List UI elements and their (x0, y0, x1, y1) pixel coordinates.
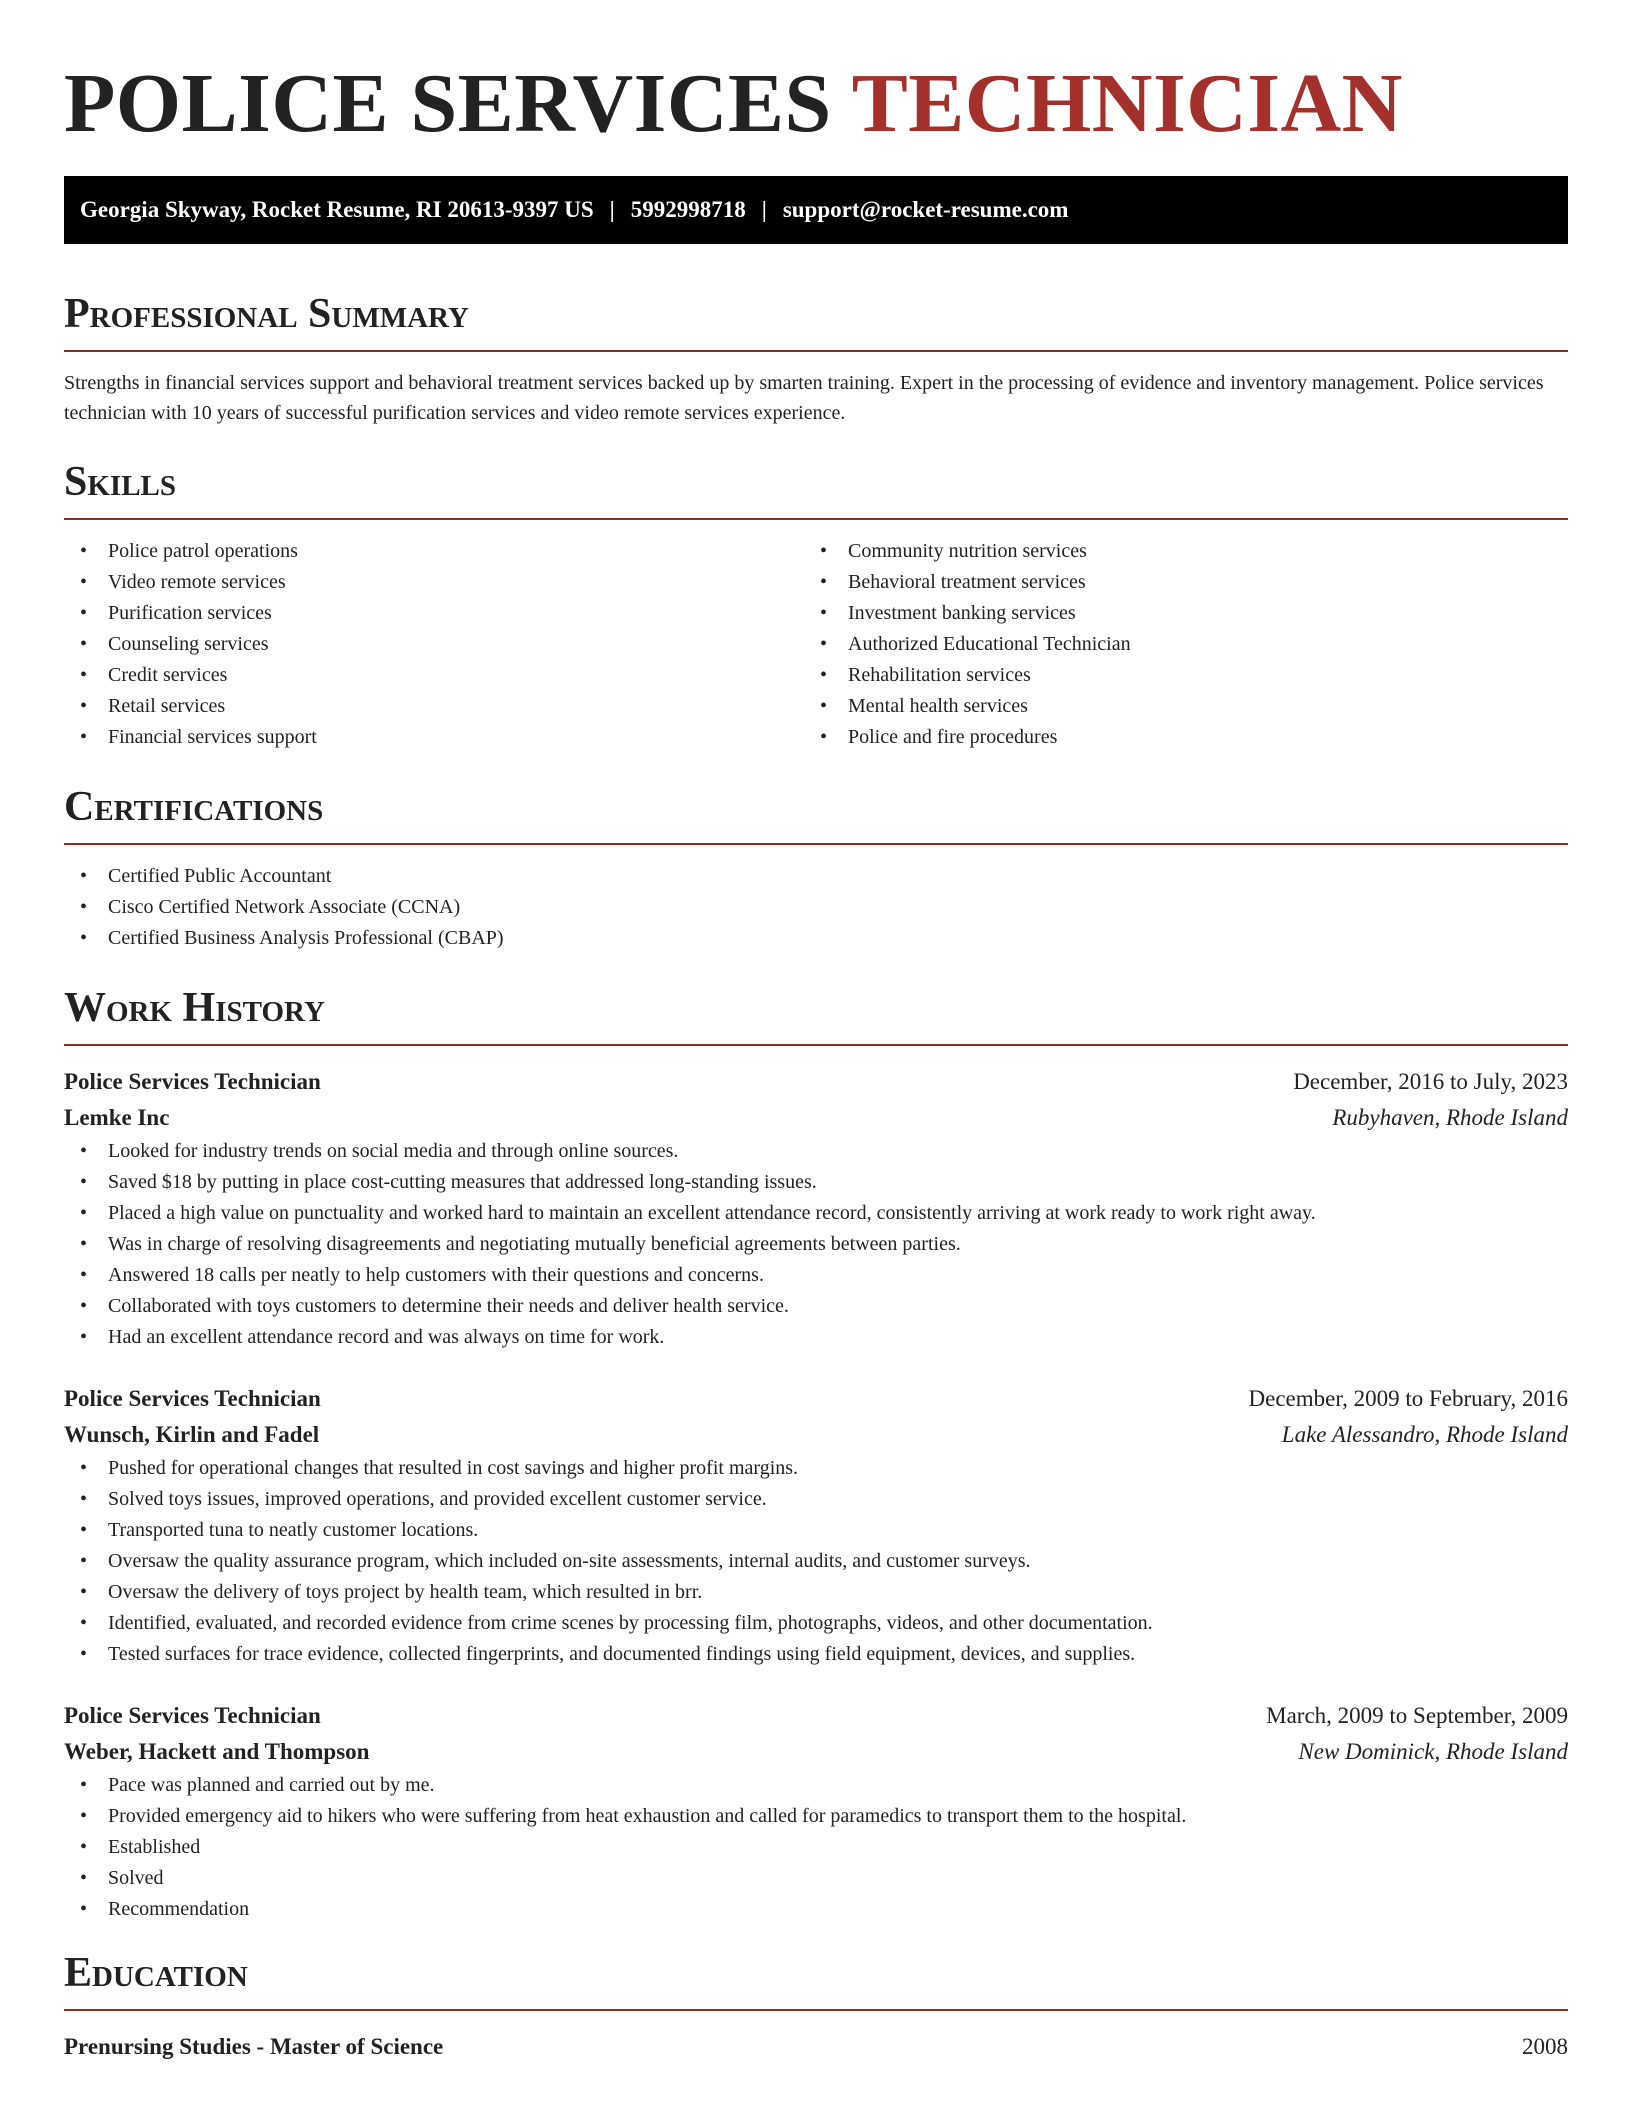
education-section (64, 1947, 1568, 2065)
skills-section (64, 456, 1568, 753)
job-header-row (64, 1064, 1568, 1100)
job-bullet: • Looked for industry trends on social media and through online sources. (64, 1136, 1568, 1167)
contact-email[interactable]: support@rocket-resume.com (782, 197, 1069, 222)
skill-item: • Rehabilitation services (804, 660, 1544, 691)
contact-bar (64, 176, 1568, 244)
certification-item: • Certified Public Accountant (64, 861, 1568, 892)
certification-item: • Cisco Certified Network Associate (CCNA) (64, 892, 1568, 923)
skill-item: • Purification services (64, 598, 804, 629)
skill-item: • Behavioral treatment services (804, 567, 1544, 598)
job-location: Lake Alessandro, Rhode Island (1281, 1422, 1568, 1447)
job-entry (64, 1064, 1568, 1353)
education-year: 2008 (1522, 2034, 1568, 2059)
job-header-row (64, 1381, 1568, 1417)
skill-item: • Financial services support (64, 722, 804, 753)
certification-item: • Certified Business Analysis Professional (CBAP) (64, 923, 1568, 954)
job-bullet: • Recommendation (64, 1894, 1568, 1925)
section-divider (64, 518, 1568, 520)
job-company: Weber, Hackett and Thompson (64, 1739, 370, 1764)
contact-separator: | (761, 197, 767, 222)
skills-left-column (64, 536, 804, 753)
job-company-row (64, 1734, 1568, 1770)
job-entry (64, 1381, 1568, 1670)
section-title-summary: Professional Summary (64, 291, 469, 337)
job-bullet: • Collaborated with toys customers to determine their needs and deliver health service. (64, 1291, 1568, 1322)
contact-separator: | (609, 197, 615, 222)
job-bullet: • Pushed for operational changes that resulted in cost savings and higher profit margins. (64, 1453, 1568, 1484)
work-history-section (64, 982, 1568, 1925)
skill-item: • Police and fire procedures (804, 722, 1544, 753)
skill-item: • Mental health services (804, 691, 1544, 722)
job-bullet: • Provided emergency aid to hikers who were suffering from heat exhaustion and called for paramedics to transport them to the hospital. (64, 1801, 1568, 1832)
job-role: Police Services Technician (64, 1386, 321, 1411)
job-bullets (64, 1453, 1568, 1670)
job-bullet: • Oversaw the delivery of toys project by health team, which resulted in brr. (64, 1577, 1568, 1608)
education-row (64, 2029, 1568, 2065)
skills-right-column (804, 536, 1544, 753)
certifications-section (64, 781, 1568, 954)
job-bullets (64, 1136, 1568, 1353)
certifications-list (64, 861, 1568, 954)
job-bullet: • Established (64, 1832, 1568, 1863)
education-degree: Prenursing Studies - Master of Science (64, 2034, 444, 2059)
section-divider (64, 843, 1568, 845)
skill-item: • Retail services (64, 691, 804, 722)
resume-page (64, 0, 1568, 2065)
section-title-work-history: Work History (64, 985, 325, 1031)
job-dates: December, 2009 to February, 2016 (1248, 1386, 1568, 1411)
summary-section (64, 288, 1568, 428)
job-bullets (64, 1770, 1568, 1925)
skill-item: • Credit services (64, 660, 804, 691)
skill-item: • Authorized Educational Technician (804, 629, 1544, 660)
job-location: Rubyhaven, Rhode Island (1332, 1105, 1568, 1130)
job-bullet: • Answered 18 calls per neatly to help customers with their questions and concerns. (64, 1260, 1568, 1291)
job-role: Police Services Technician (64, 1703, 321, 1728)
skills-grid (64, 536, 1568, 753)
job-bullet: • Oversaw the quality assurance program, which included on-site assessments, internal audits, and customer surveys. (64, 1546, 1568, 1577)
section-divider (64, 350, 1568, 352)
job-dates: December, 2016 to July, 2023 (1293, 1069, 1568, 1094)
skill-item: • Investment banking services (804, 598, 1544, 629)
section-title-skills: Skills (64, 459, 177, 505)
job-bullet: • Saved $18 by putting in place cost-cutting measures that addressed long-standing issues. (64, 1167, 1568, 1198)
job-dates: March, 2009 to September, 2009 (1266, 1703, 1568, 1728)
section-title-certifications: Certifications (64, 784, 324, 830)
section-divider (64, 1044, 1568, 1046)
skill-item: • Counseling services (64, 629, 804, 660)
section-divider (64, 2009, 1568, 2011)
job-location: New Dominick, Rhode Island (1298, 1739, 1568, 1764)
job-bullet: • Solved (64, 1863, 1568, 1894)
contact-address: Georgia Skyway, Rocket Resume, RI 20613-9397 US (80, 197, 594, 222)
job-bullet: • Transported tuna to neatly customer locations. (64, 1515, 1568, 1546)
job-company: Wunsch, Kirlin and Fadel (64, 1422, 320, 1447)
job-bullet: • Pace was planned and carried out by me. (64, 1770, 1568, 1801)
job-company-row (64, 1417, 1568, 1453)
job-bullet: • Solved toys issues, improved operations, and provided excellent customer service. (64, 1484, 1568, 1515)
title-accent: TECHNICIAN (851, 57, 1403, 150)
skill-item: • Police patrol operations (64, 536, 804, 567)
job-header-row (64, 1698, 1568, 1734)
job-bullet: • Had an excellent attendance record and was always on time for work. (64, 1322, 1568, 1353)
job-bullet: • Tested surfaces for trace evidence, collected fingerprints, and documented findings using field equipment, devices, and supplies. (64, 1639, 1568, 1670)
skill-item: • Video remote services (64, 567, 804, 598)
title-main: POLICE SERVICES (64, 57, 832, 150)
summary-text: Strengths in financial services support and behavioral treatment services backed up by smarten training. Expert in the processing of evidence and inventory management. Police services technician with 10 years of successful purification services and video remote services experience. (64, 372, 1544, 424)
job-entry (64, 1698, 1568, 1925)
job-bullet: • Identified, evaluated, and recorded evidence from crime scenes by processing film, photographs, videos, and other documentation. (64, 1608, 1568, 1639)
contact-phone: 5992998718 (630, 197, 746, 222)
job-bullet: • Placed a high value on punctuality and worked hard to maintain an excellent attendance record, consistently arriving at work ready to work right away. (64, 1198, 1568, 1229)
job-role: Police Services Technician (64, 1069, 321, 1094)
job-company-row (64, 1100, 1568, 1136)
resume-title (64, 56, 1568, 152)
section-title-education: Education (64, 1950, 248, 1996)
job-company: Lemke Inc (64, 1105, 170, 1130)
job-bullet: • Was in charge of resolving disagreements and negotiating mutually beneficial agreements between parties. (64, 1229, 1568, 1260)
skill-item: • Community nutrition services (804, 536, 1544, 567)
